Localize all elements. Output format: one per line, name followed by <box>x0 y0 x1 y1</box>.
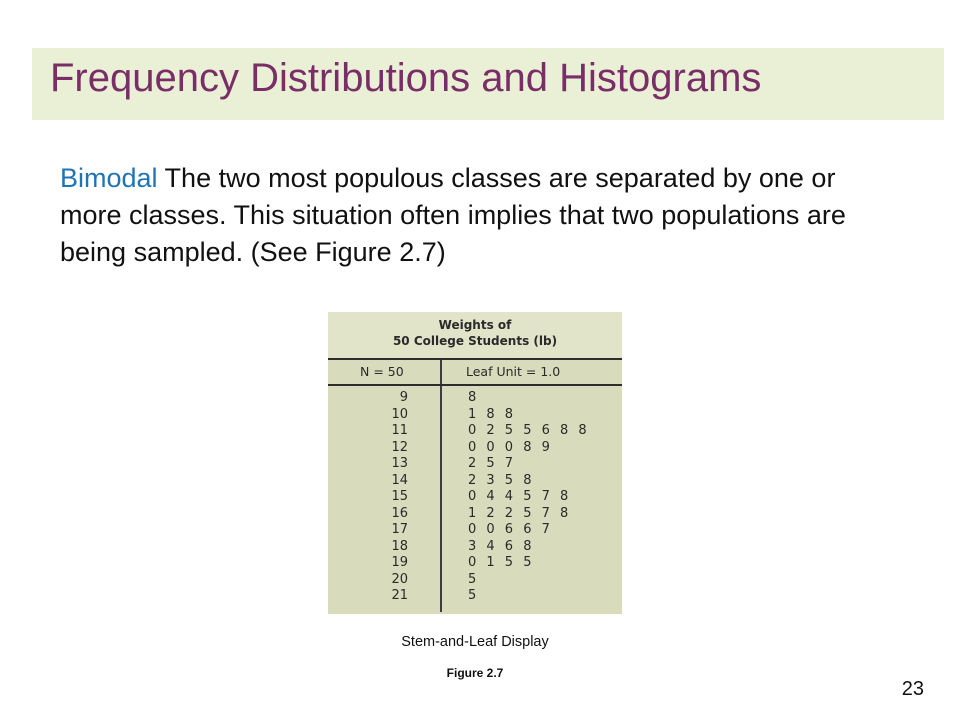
stem-value: 19 <box>391 555 408 570</box>
stem-leaf-row <box>328 506 622 523</box>
page-number: 23 <box>901 678 924 700</box>
figure-caption: Stem-and-Leaf Display <box>401 634 549 650</box>
leaf-values: 5 <box>468 588 477 603</box>
stem-leaf-row <box>328 489 622 506</box>
leaf-values: 5 <box>468 571 477 587</box>
stem-value: 14 <box>391 472 408 488</box>
stem-value: 16 <box>391 505 408 521</box>
leaf-unit-header: Leaf Unit = 1.0 <box>466 364 561 379</box>
leaf-values: 0 4 4 5 7 8 <box>468 489 569 504</box>
body-paragraph <box>60 160 860 271</box>
term-bimodal: Bimodal <box>60 163 158 193</box>
figure-title-line1: Weights of <box>438 318 512 332</box>
column-header-rule <box>328 384 622 386</box>
stem-value: 18 <box>391 538 408 554</box>
stem-leaf-figure <box>328 312 622 614</box>
stem-leaf-row <box>328 440 622 457</box>
leaf-values: 8 <box>468 390 477 405</box>
stem-leaf-row <box>328 588 622 605</box>
stem-leaf-row <box>328 572 622 589</box>
stem-leaf-row <box>328 522 622 539</box>
stem-value: 10 <box>391 406 408 422</box>
stem-leaf-row <box>328 423 622 440</box>
body-text: The two most populous classes are separated by one or more classes. This situation often implies that two populations are being sampled. (See Figure 2.7) <box>60 163 846 267</box>
stem-leaf-row <box>328 390 622 407</box>
stem-value: 21 <box>391 588 408 603</box>
figure-label: Figure 2.7 <box>446 666 504 680</box>
leaf-values: 2 5 7 <box>468 456 514 471</box>
leaf-values: 0 1 5 5 <box>468 555 532 570</box>
stem-leaf-row <box>328 456 622 473</box>
stem-leaf-row <box>328 407 622 424</box>
leaf-values: 1 8 8 <box>468 406 514 422</box>
slide-title: Frequency Distributions and Histograms <box>50 56 762 100</box>
stem-value: 9 <box>399 390 408 405</box>
title-band <box>32 48 944 120</box>
stem-value: 12 <box>391 439 408 455</box>
leaf-values: 3 4 6 8 <box>468 538 532 554</box>
stem-value: 15 <box>391 489 408 504</box>
stem-value: 17 <box>391 522 408 537</box>
stem-leaf-row <box>328 555 622 572</box>
stem-value: 11 <box>391 423 408 438</box>
n-header: N = 50 <box>360 364 404 379</box>
leaf-values: 2 3 5 8 <box>468 472 532 488</box>
figure-title <box>328 312 622 358</box>
leaf-values: 1 2 2 5 7 8 <box>468 505 569 521</box>
stem-value: 20 <box>391 571 408 587</box>
stem-leaf-row <box>328 539 622 556</box>
leaf-values: 0 2 5 5 6 8 8 <box>468 423 587 438</box>
header-rule <box>328 358 622 360</box>
leaf-values: 0 0 0 8 9 <box>468 439 550 455</box>
figure-title-line2: 50 College Students (lb) <box>392 334 558 348</box>
stem-leaf-row <box>328 473 622 490</box>
stem-leaf-rows <box>328 390 622 605</box>
stem-value: 13 <box>391 456 408 471</box>
leaf-values: 0 0 6 6 7 <box>468 522 550 537</box>
